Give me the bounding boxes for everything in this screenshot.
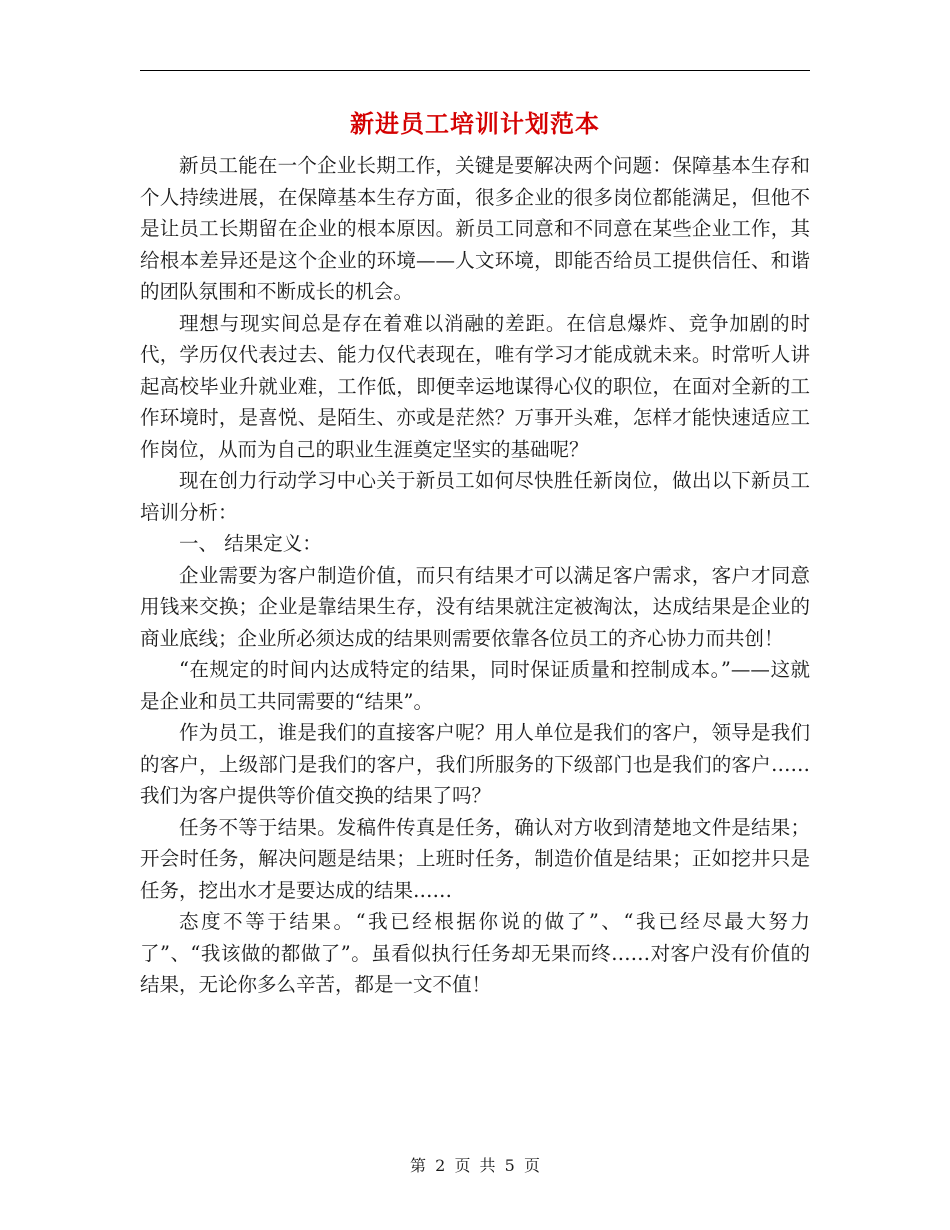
paragraph-3: 现在创力行动学习中心关于新员工如何尽快胜任新岗位，做出以下新员工培训分析： [140,469,810,524]
footer-suffix: 页 [523,1156,540,1175]
footer-prefix: 第 [410,1156,427,1175]
footer-page-word: 页 [454,1156,471,1175]
footer-total-word: 共 [479,1156,496,1175]
footer-current-page: 2 [435,1156,446,1175]
paragraph-2: 理想与现实间总是存在着难以消融的差距。在信息爆炸、竞争加剧的时代，学历仅代表过去、能力仅代表现在，唯有学习才能成就未来。时常听人讲起高校毕业升就业难，工作低，即便幸运地谋得心仪的职位，在面对全新的工作环境时，是喜悦、是陌生、亦或是茫然？万事开头难，怎样才能快速适应工作岗位，从而为自己的职业生涯奠定坚实的基础呢？ [140,311,810,461]
paragraph-7: 任务不等于结果。发稿件传真是任务，确认对方收到清楚地文件是结果；开会时任务，解决问题是结果；上班时任务，制造价值是结果；正如挖井只是任务，挖出水才是要达成的结果…… [140,815,810,902]
document-title: 新进员工培训计划范本 [350,109,600,138]
paragraph-4: 企业需要为客户制造价值，而只有结果才可以满足客户需求，客户才同意用钱来交换；企业是靠结果生存，没有结果就注定被淘汰，达成结果是企业的商业底线；企业所必须达成的结果则需要依靠各位员工的齐心协力而共创！ [140,563,810,650]
header-rule [140,70,810,71]
section-heading-1: 一、 结果定义： [179,532,322,555]
document-body [140,150,810,1001]
page-footer [0,1155,950,1177]
paragraph-1: 新员工能在一个企业长期工作，关键是要解决两个问题：保障基本生存和个人持续进展，在保障基本生存方面，很多企业的很多岗位都能满足，但他不是让员工长期留在企业的根本原因。新员工同意和不同意在某些企业工作，其给根本差异还是这个企业的环境——人文环境，即能否给员工提供信任、和谐的团队氛围和不断成长的机会。 [140,154,810,303]
footer-total-pages: 5 [504,1156,515,1175]
paragraph-8: 态度不等于结果。“我已经根据你说的做了”、“我已经尽最大努力了”、“我该做的都做了”。虽看似执行任务却无果而终……对客户没有价值的结果，无论你多么辛苦，都是一文不值！ [140,910,810,996]
paragraph-5: “在规定的时间内达成特定的结果，同时保证质量和控制成本。”——这就是企业和员工共同需要的“结果”。 [140,658,810,713]
paragraph-6: 作为员工，谁是我们的直接客户呢？用人单位是我们的客户，领导是我们的客户，上级部门是我们的客户，我们所服务的下级部门也是我们的客户……我们为客户提供等价值交换的结果了吗？ [140,721,810,807]
